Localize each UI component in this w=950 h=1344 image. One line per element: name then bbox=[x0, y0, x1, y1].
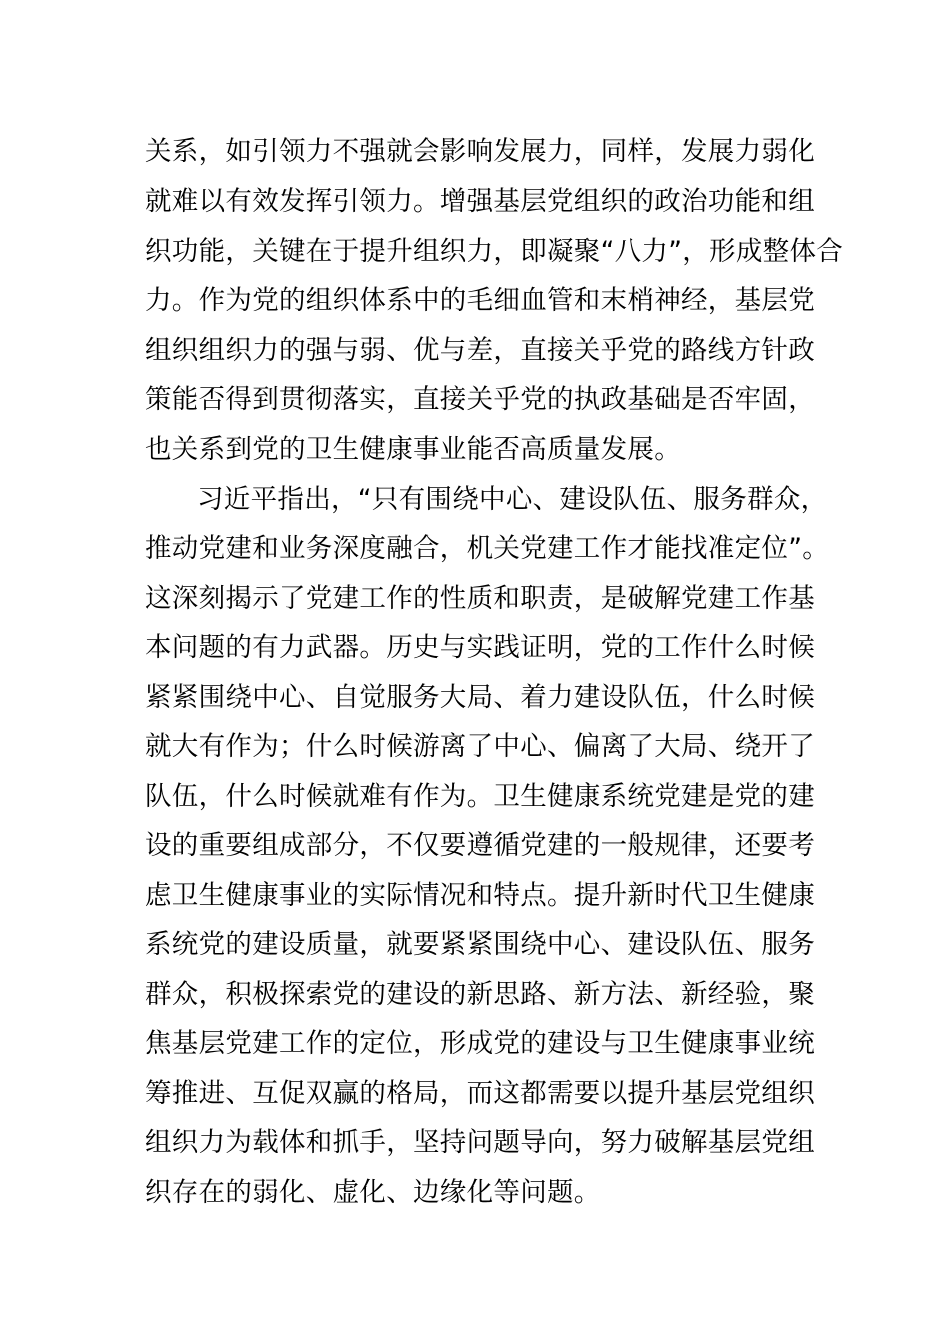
text-line: 力。作为党的组织体系中的毛细血管和末梢神经，基层党 bbox=[145, 285, 815, 316]
text-line: 本问题的有力武器。历史与实践证明，党的工作什么时候 bbox=[145, 632, 815, 663]
text-line: 设的重要组成部分，不仅要遵循党建的一般规律，还要考 bbox=[145, 830, 815, 861]
text-line: 就难以有效发挥引领力。增强基层党组织的政治功能和组 bbox=[145, 186, 815, 217]
text-line: 就大有作为；什么时候游离了中心、偏离了大局、绕开了 bbox=[145, 731, 815, 762]
text-line: 虑卫生健康事业的实际情况和特点。提升新时代卫生健康 bbox=[145, 880, 815, 911]
text-line: 筹推进、互促双赢的格局，而这都需要以提升基层党组织 bbox=[145, 1078, 815, 1109]
text-line: 组织组织力的强与弱、优与差，直接关乎党的路线方针政 bbox=[145, 335, 815, 366]
text-line: 群众，积极探索党的建设的新思路、新方法、新经验，聚 bbox=[145, 979, 815, 1010]
text-line: 推动党建和业务深度融合，机关党建工作才能找准定位”。 bbox=[145, 533, 830, 564]
text-line: 队伍，什么时候就难有作为。卫生健康系统党建是党的建 bbox=[145, 781, 815, 812]
text-line: 织功能，关键在于提升组织力，即凝聚“八力”，形成整体合 bbox=[145, 236, 844, 267]
text-line: 织存在的弱化、虚化、边缘化等问题。 bbox=[145, 1177, 601, 1208]
text-line: 也关系到党的卫生健康事业能否高质量发展。 bbox=[145, 434, 681, 465]
text-line: 紧紧围绕中心、自觉服务大局、着力建设队伍，什么时候 bbox=[145, 682, 815, 713]
text-line: 焦基层党建工作的定位，形成党的建设与卫生健康事业统 bbox=[145, 1028, 815, 1059]
text-line: 组织力为载体和抓手，坚持问题导向，努力破解基层党组 bbox=[145, 1127, 815, 1158]
text-line: 策能否得到贯彻落实，直接关乎党的执政基础是否牢固， bbox=[145, 384, 815, 415]
text-line: 系统党的建设质量，就要紧紧围绕中心、建设队伍、服务 bbox=[145, 929, 815, 960]
text-line: 习近平指出，“只有围绕中心、建设队伍、服务群众， bbox=[197, 484, 828, 515]
text-line: 关系，如引领力不强就会影响发展力，同样，发展力弱化 bbox=[145, 136, 815, 167]
text-line: 这深刻揭示了党建工作的性质和职责，是破解党建工作基 bbox=[145, 583, 815, 614]
